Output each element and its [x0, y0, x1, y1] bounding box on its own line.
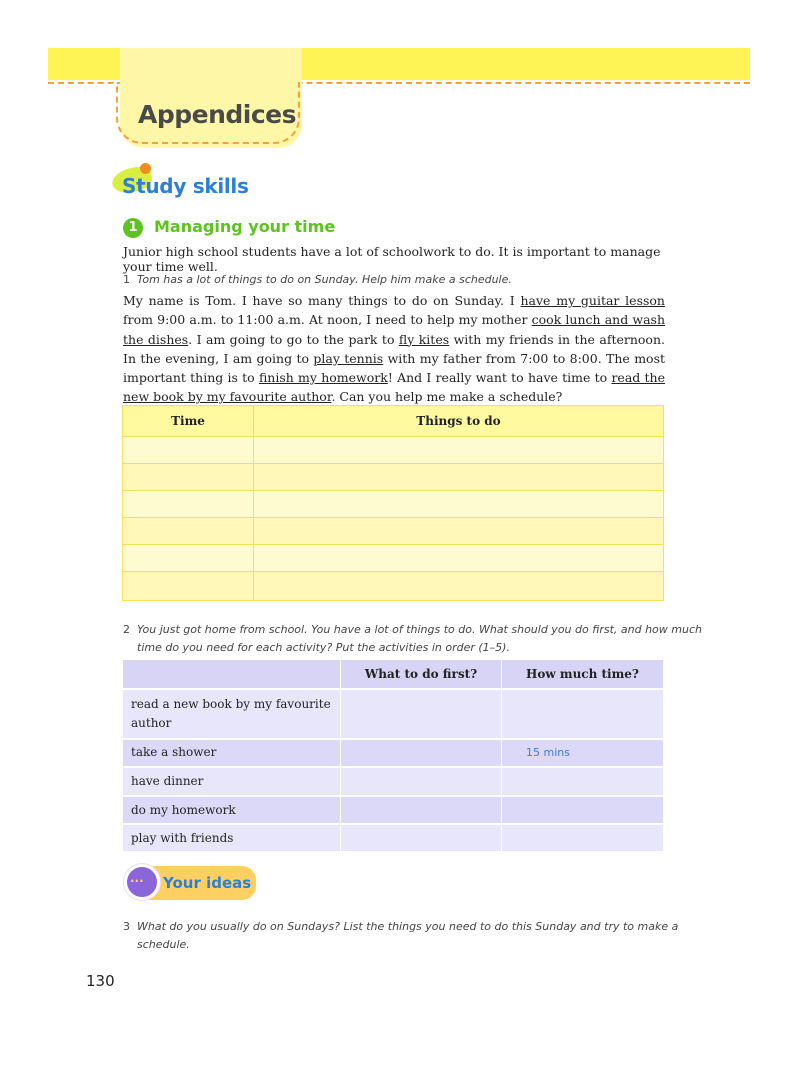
activity-text: read a new book by my favourite: [131, 697, 331, 711]
order-column-divider: [340, 660, 341, 851]
schedule-row[interactable]: [123, 436, 663, 463]
question-text-continued: time do you need for each activity? Put the activities in order (1–5).: [137, 641, 510, 654]
paragraph-text: with my father from 7:00 to 8:00. The most important thing is to: [123, 350, 666, 386]
question-text: Tom has a lot of things to do on Sunday. Help him make a schedule.: [137, 273, 512, 286]
table-row: [123, 766, 663, 795]
intro-text: Junior high school students have a lot of schoolwork to do. It is important to manage your time well.: [123, 244, 661, 274]
activity-label: take a shower: [131, 745, 217, 759]
question-text-continued: schedule.: [137, 938, 190, 951]
schedule-row[interactable]: [123, 571, 663, 600]
tom-paragraph: [123, 291, 665, 407]
question-text: What do you usually do on Sundays? List the things you need to do this Sunday and try to make a: [137, 920, 679, 933]
your-ideas-label: Your ideas: [163, 874, 252, 892]
subsection-title: Managing your time: [154, 217, 336, 236]
page-title: Appendices: [138, 100, 297, 129]
question-text: You just got home from school. You have a lot of things to do. What should you do first, and how much: [137, 623, 702, 636]
speech-bubbles-icon: ···: [130, 874, 144, 888]
schedule-row[interactable]: [123, 517, 663, 544]
paragraph-text: with my friends in the afternoon. In the evening, I am going to: [123, 331, 665, 366]
schedule-row[interactable]: [123, 544, 663, 571]
column-header-things: Things to do: [416, 414, 501, 428]
column-header-time: Time: [171, 414, 205, 428]
section-title: Study skills: [122, 174, 249, 198]
question-number: 2: [123, 623, 130, 636]
question-number: 1: [123, 273, 130, 286]
table-row: [123, 738, 663, 766]
schedule-row[interactable]: [123, 490, 663, 517]
activity-label: have dinner: [131, 774, 204, 788]
page-number: 130: [86, 972, 115, 990]
section-dot-icon: [140, 163, 151, 174]
schedule-column-divider: [253, 406, 254, 600]
table-row: [123, 823, 663, 851]
paragraph-text: . I am going to go to the park to: [188, 331, 399, 347]
order-column-divider: [501, 660, 502, 851]
underlined-activity: read the new book by my favourite author: [123, 370, 665, 405]
question-number: 3: [123, 920, 130, 933]
paragraph-text: ! And I really want to have time to: [387, 370, 612, 386]
schedule-table: [122, 405, 664, 601]
underlined-activity: cook lunch and wash the dishes: [123, 312, 665, 347]
table-row: [123, 795, 663, 823]
time-answer: 15 mins: [526, 746, 570, 759]
schedule-row[interactable]: [123, 463, 663, 490]
question-1: [123, 273, 512, 286]
underlined-activity: have my guitar lesson: [520, 293, 665, 308]
underlined-activity: fly kites: [398, 331, 450, 347]
column-header-how-much-time: How much time?: [526, 667, 639, 681]
activity-label: [131, 695, 331, 733]
activity-order-table: [123, 660, 663, 851]
activity-label: do my homework: [131, 803, 236, 817]
table-row: [123, 688, 663, 738]
question-3: [123, 918, 678, 954]
question-2: [123, 621, 702, 657]
activity-label: play with friends: [131, 831, 234, 845]
underlined-activity: finish my homework: [258, 370, 388, 386]
column-header-what-first: What to do first?: [364, 667, 478, 681]
subsection-number-badge: 1: [123, 218, 143, 238]
underlined-activity: play tennis: [313, 350, 384, 366]
activity-text: author: [131, 716, 172, 730]
paragraph-text: from 9:00 a.m. to 11:00 a.m. At noon, I need to help my mother: [123, 312, 532, 328]
paragraph-text: . Can you help me make a schedule?: [331, 389, 563, 405]
paragraph-text: My name is Tom. I have so many things to do on Sunday. I: [123, 293, 521, 308]
